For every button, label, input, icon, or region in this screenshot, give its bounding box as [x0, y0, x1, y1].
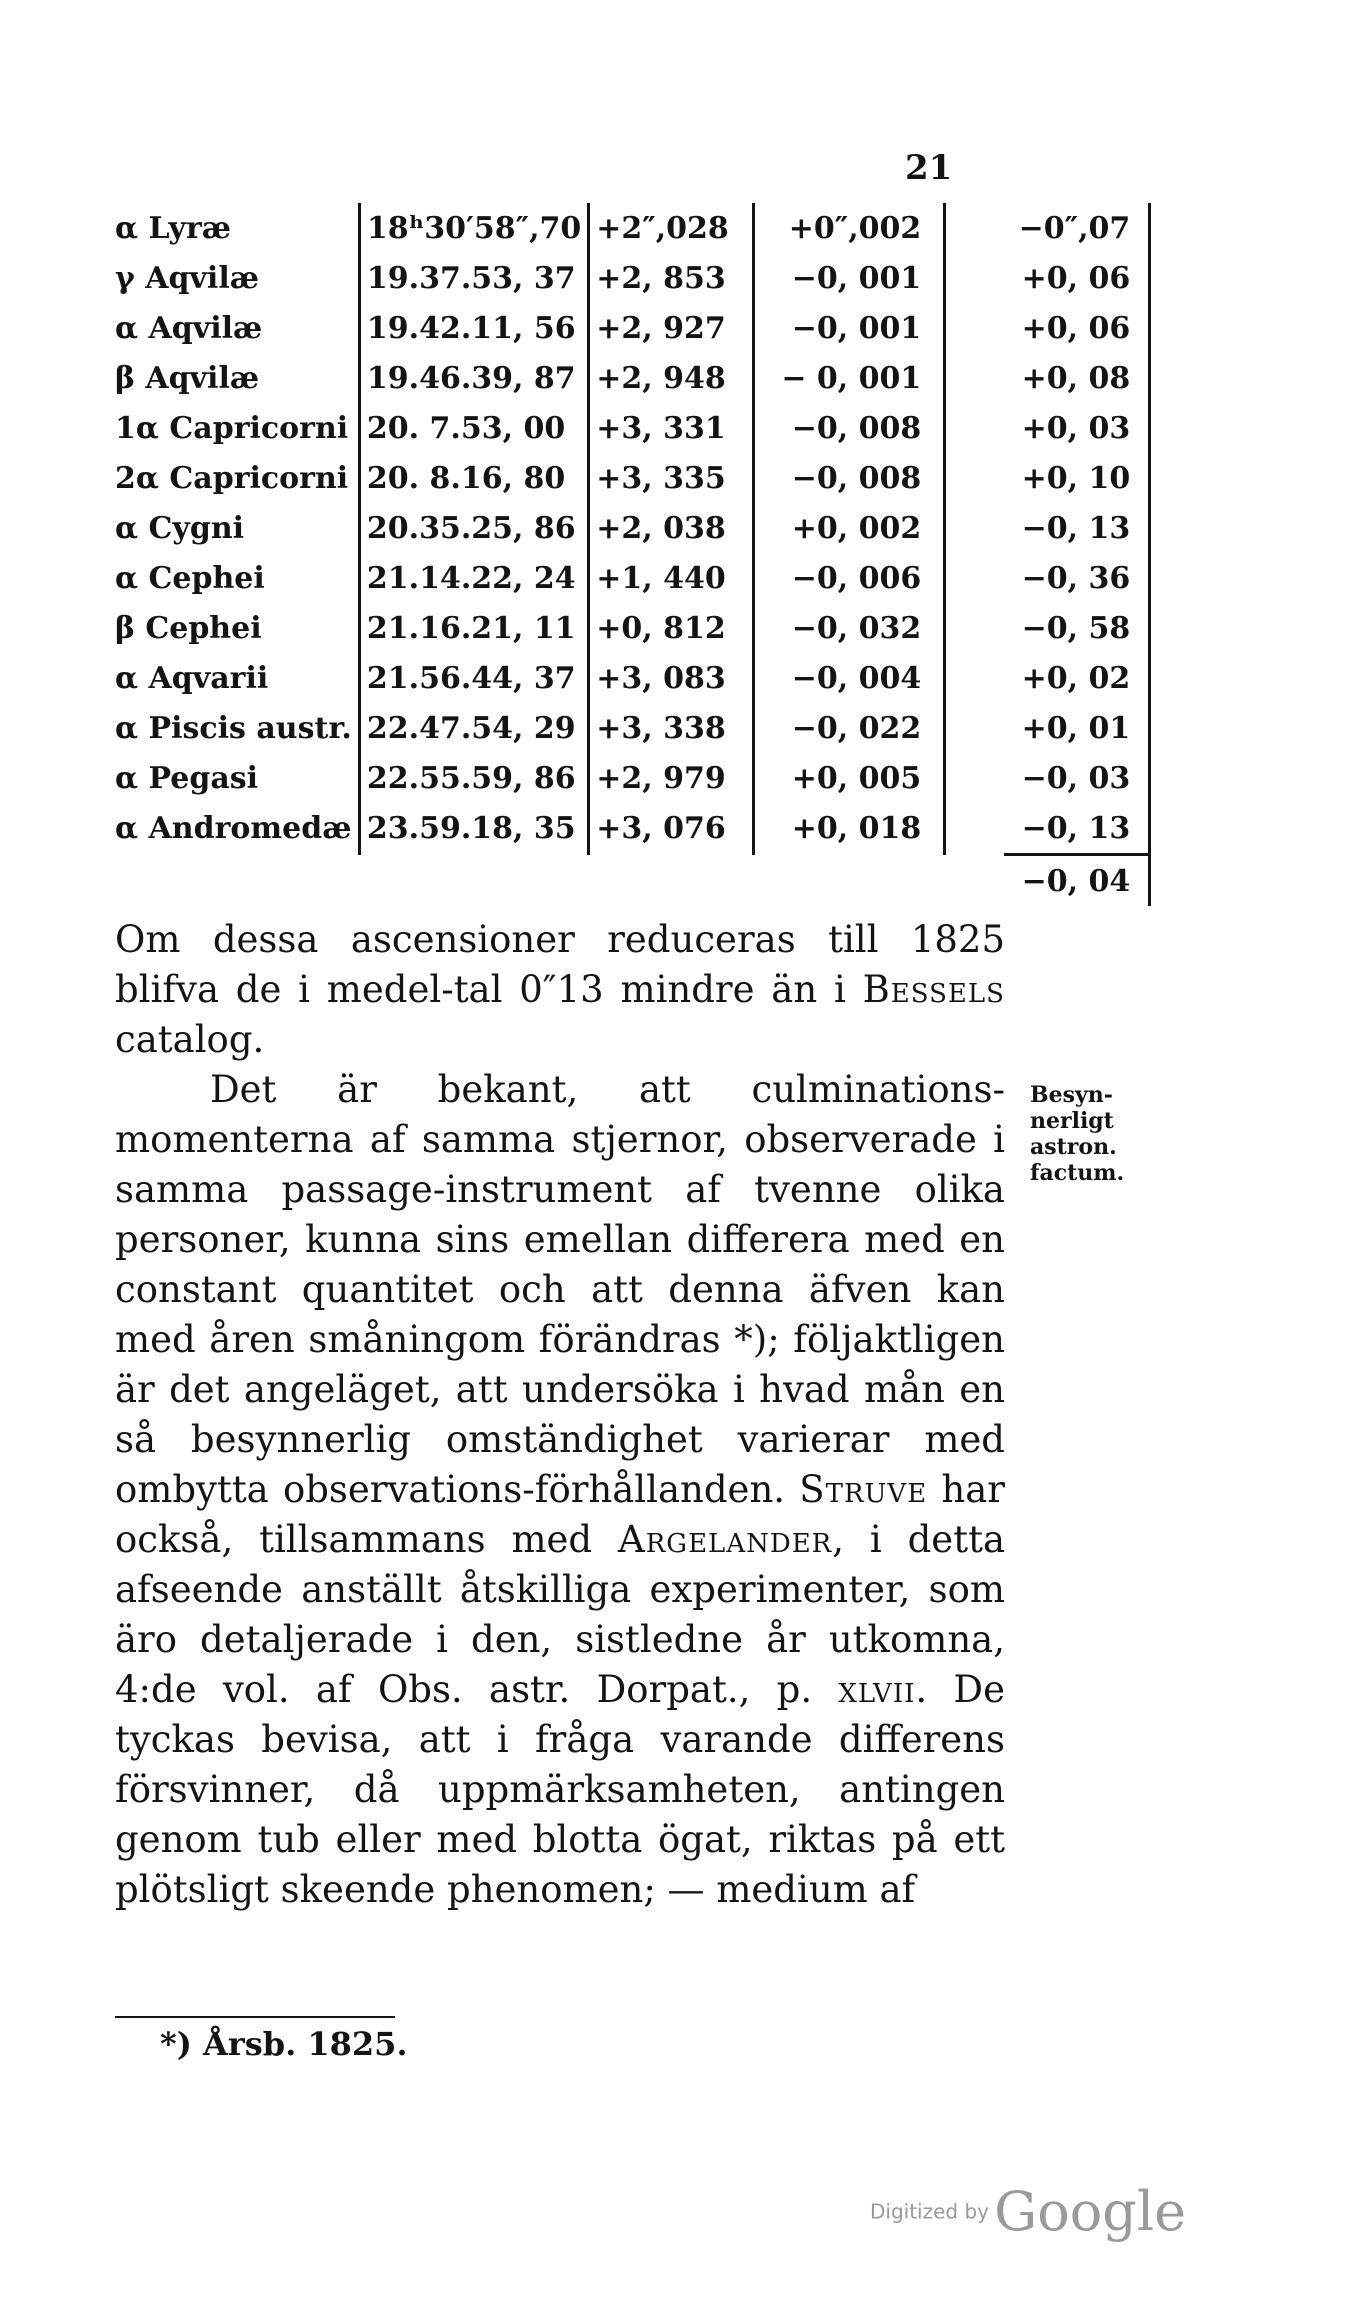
- margin-note-line: Besyn-: [1030, 1082, 1113, 1108]
- cell-star: 1α Capricorni: [115, 410, 349, 446]
- table-row: [115, 253, 1150, 303]
- cell-d2: +0, 002: [754, 503, 945, 553]
- cell-ra: 20. 8.16, 80: [359, 453, 588, 503]
- table-spacer: [945, 453, 1005, 503]
- table-row: [115, 703, 1150, 753]
- cell-d2: −0, 022: [754, 703, 945, 753]
- cell-d1: +3, 335: [589, 453, 754, 503]
- table-spacer: [945, 653, 1005, 703]
- margin-note-line: nerligt: [1030, 1108, 1114, 1134]
- cell-d1: +2, 948: [589, 353, 754, 403]
- table-spacer: [945, 553, 1005, 603]
- cell-ra: 19.42.11, 56: [359, 303, 588, 353]
- cell-star: α Andromedæ: [115, 811, 352, 847]
- table-spacer: [945, 753, 1005, 803]
- name-struve: Struve: [799, 1468, 928, 1511]
- cell-d1: +3, 331: [589, 403, 754, 453]
- cell-d2: +0″,002: [754, 203, 945, 253]
- cell-d3: −0, 58: [1004, 603, 1150, 653]
- cell-ra: 22.47.54, 29: [359, 703, 588, 753]
- table-row: [115, 653, 1150, 703]
- table-row: [115, 503, 1150, 553]
- table-spacer: [945, 403, 1005, 453]
- cell-ra: 18ʰ30′58″,70: [359, 203, 588, 253]
- name-argelander: Argelander: [618, 1518, 833, 1561]
- table-row: [115, 603, 1150, 653]
- cell-d3: −0, 13: [1004, 503, 1150, 553]
- cell-ra: 19.37.53, 37: [359, 253, 588, 303]
- main-text: [115, 915, 1005, 1915]
- cell-d2: −0, 004: [754, 653, 945, 703]
- footnote: *) Årsb. 1825.: [160, 2025, 408, 2063]
- cell-d1: +2, 853: [589, 253, 754, 303]
- cell-star: α Cephei: [115, 560, 265, 596]
- cell-d3: −0, 36: [1004, 553, 1150, 603]
- cell-star: β Aqvilæ: [115, 360, 260, 396]
- cell-d2: −0, 032: [754, 603, 945, 653]
- cell-star: α Aqvarii: [115, 660, 269, 696]
- table-spacer: [945, 503, 1005, 553]
- cell-star: β Cephei: [115, 610, 262, 646]
- cell-d3: +0, 06: [1004, 303, 1150, 353]
- cell-d2: − 0, 001: [754, 353, 945, 403]
- cell-d2: +0, 018: [754, 803, 945, 855]
- cell-d2: −0, 008: [754, 453, 945, 503]
- cell-d3: +0, 08: [1004, 353, 1150, 403]
- cell-d3: +0, 06: [1004, 253, 1150, 303]
- cell-ra: 22.55.59, 86: [359, 753, 588, 803]
- mean-spacer: [359, 855, 588, 907]
- paragraph-culmination: Det är bekant, att culminations-momenterna af samma stjernor, observerade i samma passage-instrument af tvenne olika personer, kunna sins emellan differera med en constant quantitet och att denna äfven kan med åren småningom förändras *); följaktligen är det angeläget, att undersöka i hvad mån en så besynnerlig omständighet varierar med ombytta observations-förhållanden. Struve har också, tillsammans med Argelander, i detta afseende anställt åtskilliga experimenter, som äro detaljerade i den, sistledne år utkomna, 4:de vol. af Obs. astr. Dorpat., p. xlvii. De tyckas bevisa, att i fråga varande differens försvinner, då uppmärksamheten, antingen genom tub eller med blotta ögat, riktas på ett plötsligt skeende phenomen; — medium af: [115, 1068, 1006, 1911]
- cell-d2: −0, 006: [754, 553, 945, 603]
- table-row: [115, 403, 1150, 453]
- footnote-rule: [115, 2016, 395, 2018]
- table-row: [115, 803, 1150, 855]
- paragraph-reduction: Om dessa ascensioner reduceras till 1825 blifva de i medel-tal 0″13 mindre än i Bessels catalog.: [115, 918, 1005, 1061]
- cell-ra: 23.59.18, 35: [359, 803, 588, 855]
- mean-spacer: [589, 855, 754, 907]
- google-logo: Google: [994, 2180, 1187, 2243]
- cell-d3: +0, 01: [1004, 703, 1150, 753]
- cell-star: α Lyræ: [115, 210, 232, 246]
- table-row: [115, 303, 1150, 353]
- table-spacer: [945, 353, 1005, 403]
- cell-d3: −0, 13: [1004, 803, 1150, 855]
- margin-note: [1030, 1082, 1150, 1186]
- cell-d3: +0, 10: [1004, 453, 1150, 503]
- cell-star: α Aqvilæ: [115, 310, 263, 346]
- cell-d1: +2, 038: [589, 503, 754, 553]
- cell-d2: −0, 001: [754, 253, 945, 303]
- name-bessel: Bessels: [862, 968, 1005, 1011]
- cell-star: α Piscis austr.: [115, 710, 352, 746]
- cell-d3: +0, 03: [1004, 403, 1150, 453]
- cell-d1: +3, 083: [589, 653, 754, 703]
- cell-star: γ Aqvilæ: [115, 260, 259, 296]
- cell-d3: −0, 03: [1004, 753, 1150, 803]
- table-row: [115, 203, 1150, 253]
- cell-d2: −0, 008: [754, 403, 945, 453]
- table-row: [115, 753, 1150, 803]
- cell-ra: 20. 7.53, 00: [359, 403, 588, 453]
- page-number: 21: [905, 148, 953, 188]
- mean-value: −0, 04: [1004, 855, 1150, 907]
- cell-d1: +0, 812: [589, 603, 754, 653]
- table-spacer: [945, 803, 1005, 855]
- table-spacer: [945, 253, 1005, 303]
- cell-star: 2α Capricorni: [115, 460, 349, 496]
- cell-d1: +2, 927: [589, 303, 754, 353]
- table-spacer: [945, 603, 1005, 653]
- page-reference: xlvii: [838, 1668, 916, 1711]
- star-position-table: [115, 203, 1151, 906]
- cell-d3: +0, 02: [1004, 653, 1150, 703]
- cell-d1: +1, 440: [589, 553, 754, 603]
- margin-note-line: astron.: [1030, 1134, 1117, 1160]
- table-row: [115, 453, 1150, 503]
- cell-star: α Cygni: [115, 510, 245, 546]
- table-spacer: [945, 203, 1005, 253]
- cell-d3: −0″,07: [1004, 203, 1150, 253]
- cell-star: α Pegasi: [115, 760, 259, 796]
- cell-d2: +0, 005: [754, 753, 945, 803]
- cell-d1: +2, 979: [589, 753, 754, 803]
- cell-ra: 21.56.44, 37: [359, 653, 588, 703]
- mean-spacer: [115, 855, 359, 907]
- cell-d1: +3, 338: [589, 703, 754, 753]
- watermark-prefix: Digitized by: [870, 2199, 989, 2224]
- cell-d1: +3, 076: [589, 803, 754, 855]
- cell-ra: 19.46.39, 87: [359, 353, 588, 403]
- cell-ra: 20.35.25, 86: [359, 503, 588, 553]
- table-spacer: [945, 303, 1005, 353]
- cell-ra: 21.16.21, 11: [359, 603, 588, 653]
- cell-d2: −0, 001: [754, 303, 945, 353]
- table-row: [115, 553, 1150, 603]
- table-spacer: [945, 703, 1005, 753]
- table-row: [115, 353, 1150, 403]
- mean-row: [115, 855, 1150, 907]
- google-watermark: [870, 2180, 1186, 2243]
- mean-spacer: [754, 855, 945, 907]
- cell-d1: +2″,028: [589, 203, 754, 253]
- margin-note-line: factum.: [1030, 1160, 1125, 1186]
- cell-ra: 21.14.22, 24: [359, 553, 588, 603]
- mean-spacer: [945, 855, 1005, 907]
